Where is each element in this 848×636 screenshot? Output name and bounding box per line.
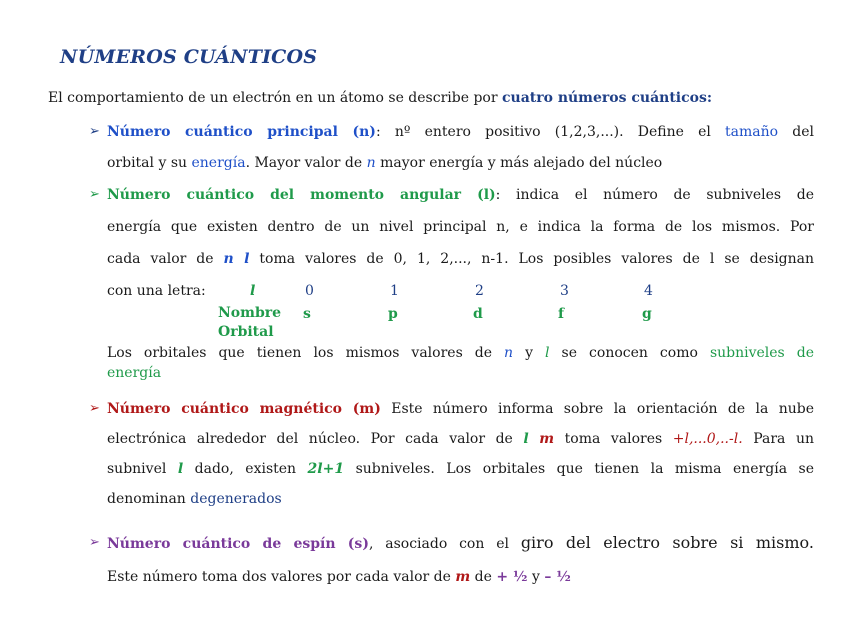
magnetic-label: Número cuántico magnético (m) [107, 401, 381, 417]
page-title: NÚMEROS CUÁNTICOS [60, 46, 318, 68]
spin-line-2 [107, 566, 814, 588]
magnetic-text-2c: Para un [742, 431, 814, 447]
principal-line-1 [107, 121, 814, 143]
intro-text [48, 90, 712, 106]
note-y: y [513, 345, 546, 361]
angular-text-3a: cada valor de [107, 251, 224, 267]
magnetic-values: +l,...0,..-l. [672, 431, 743, 447]
principal-text: : nº entero positivo (1,2,3,...). Define el [375, 124, 726, 140]
note-text-a: Los orbitales que tienen los mismos valores de [107, 345, 505, 361]
spin-m: m [455, 569, 471, 585]
magnetic-text-2a: electrónica alrededor del núcleo. Por cada valor de [107, 431, 524, 447]
spin-text-2a: Este número toma dos valores por cada valor de [107, 569, 456, 585]
magnetic-line-4 [107, 488, 814, 510]
spin-text-1b: giro del electro sobre si mismo. [520, 533, 814, 552]
bullet-magnetic: ➢ [89, 401, 100, 416]
principal-line-2 [107, 152, 814, 174]
table-orbital-name: p [388, 306, 398, 322]
angular-line-1 [107, 184, 814, 206]
principal-n: n [366, 155, 376, 171]
magnetic-text-1: Este número informa sobre la orientación de la nube [380, 401, 814, 417]
angular-text-3b: toma valores de 0, 1, 2,..., n-1. Los posibles valores de l se designan [249, 251, 815, 267]
bullet-angular: ➢ [89, 187, 100, 202]
table-l-value: 1 [390, 283, 399, 299]
angular-note-1 [107, 343, 814, 363]
table-l-value: 4 [644, 283, 653, 299]
intro-highlight: cuatro números cuánticos: [501, 90, 713, 106]
table-name-header: Nombre Orbital [218, 305, 282, 340]
bullet-spin: ➢ [89, 535, 100, 550]
angular-line-3 [107, 248, 814, 270]
magnetic-m: m [539, 431, 555, 447]
angular-text-1: : indica el número de subniveles de [495, 187, 814, 203]
angular-line-2: energía que existen dentro de un nivel principal n, e indica la forma de los mismos. Por [107, 219, 814, 235]
principal-energy: energía [191, 155, 246, 171]
spin-label: Número cuántico de espín (s) [107, 536, 369, 552]
spin-line-1 [107, 532, 814, 554]
note-l: l [545, 345, 550, 361]
principal-text-2c: . Mayor valor de [245, 155, 367, 171]
magnetic-text-2b: toma valores [554, 431, 673, 447]
angular-label: Número cuántico del momento angular (l) [107, 187, 496, 203]
magnetic-text-3c: subniveles. Los orbitales que tienen la misma energía se [344, 461, 814, 477]
note-n: n [504, 345, 514, 361]
principal-label: Número cuántico principal (n) [107, 124, 376, 140]
table-l-value: 0 [305, 283, 314, 299]
magnetic-line-3 [107, 458, 814, 480]
spin-text-2b: de [470, 569, 497, 585]
principal-size: tamaño [725, 124, 779, 140]
table-l-header: l [250, 283, 256, 299]
table-orbital-name: s [303, 306, 311, 322]
angular-note-2: energía [107, 365, 162, 381]
magnetic-line-1 [107, 398, 814, 420]
angular-nl: n l [223, 251, 250, 267]
magnetic-text-4a: denominan [107, 491, 191, 507]
bullet-principal: ➢ [89, 124, 100, 139]
magnetic-text-3b: dado, existen [183, 461, 308, 477]
table-orbital-name: f [558, 306, 565, 322]
table-orbital-name: d [473, 306, 483, 322]
spin-minus-half: – ½ [544, 569, 571, 585]
magnetic-text-3a: subnivel [107, 461, 178, 477]
principal-text-end: del [778, 124, 814, 140]
spin-text-1a: , asociado con el [368, 536, 521, 552]
table-l-value: 3 [560, 283, 569, 299]
note-text-b: se conocen como [549, 345, 710, 361]
table-l-value: 2 [475, 283, 484, 299]
note-subniveles: subniveles de [709, 345, 815, 361]
magnetic-2l1: 2l+1 [307, 461, 345, 477]
principal-text-2d: mayor energía y más alejado del núcleo [375, 155, 663, 171]
magnetic-line-2 [107, 428, 814, 450]
angular-line-4: con una letra: [107, 283, 206, 299]
principal-text-2a: orbital y su [107, 155, 192, 171]
spin-plus-half: + ½ [496, 569, 528, 585]
intro-body: El comportamiento de un electrón en un átomo se describe por [48, 90, 502, 106]
table-orbital-name: g [642, 306, 652, 322]
spin-y: y [527, 569, 545, 585]
magnetic-degenerados: degenerados [190, 491, 282, 507]
magnetic-l-3: l [177, 461, 184, 477]
magnetic-l: l [523, 431, 529, 447]
